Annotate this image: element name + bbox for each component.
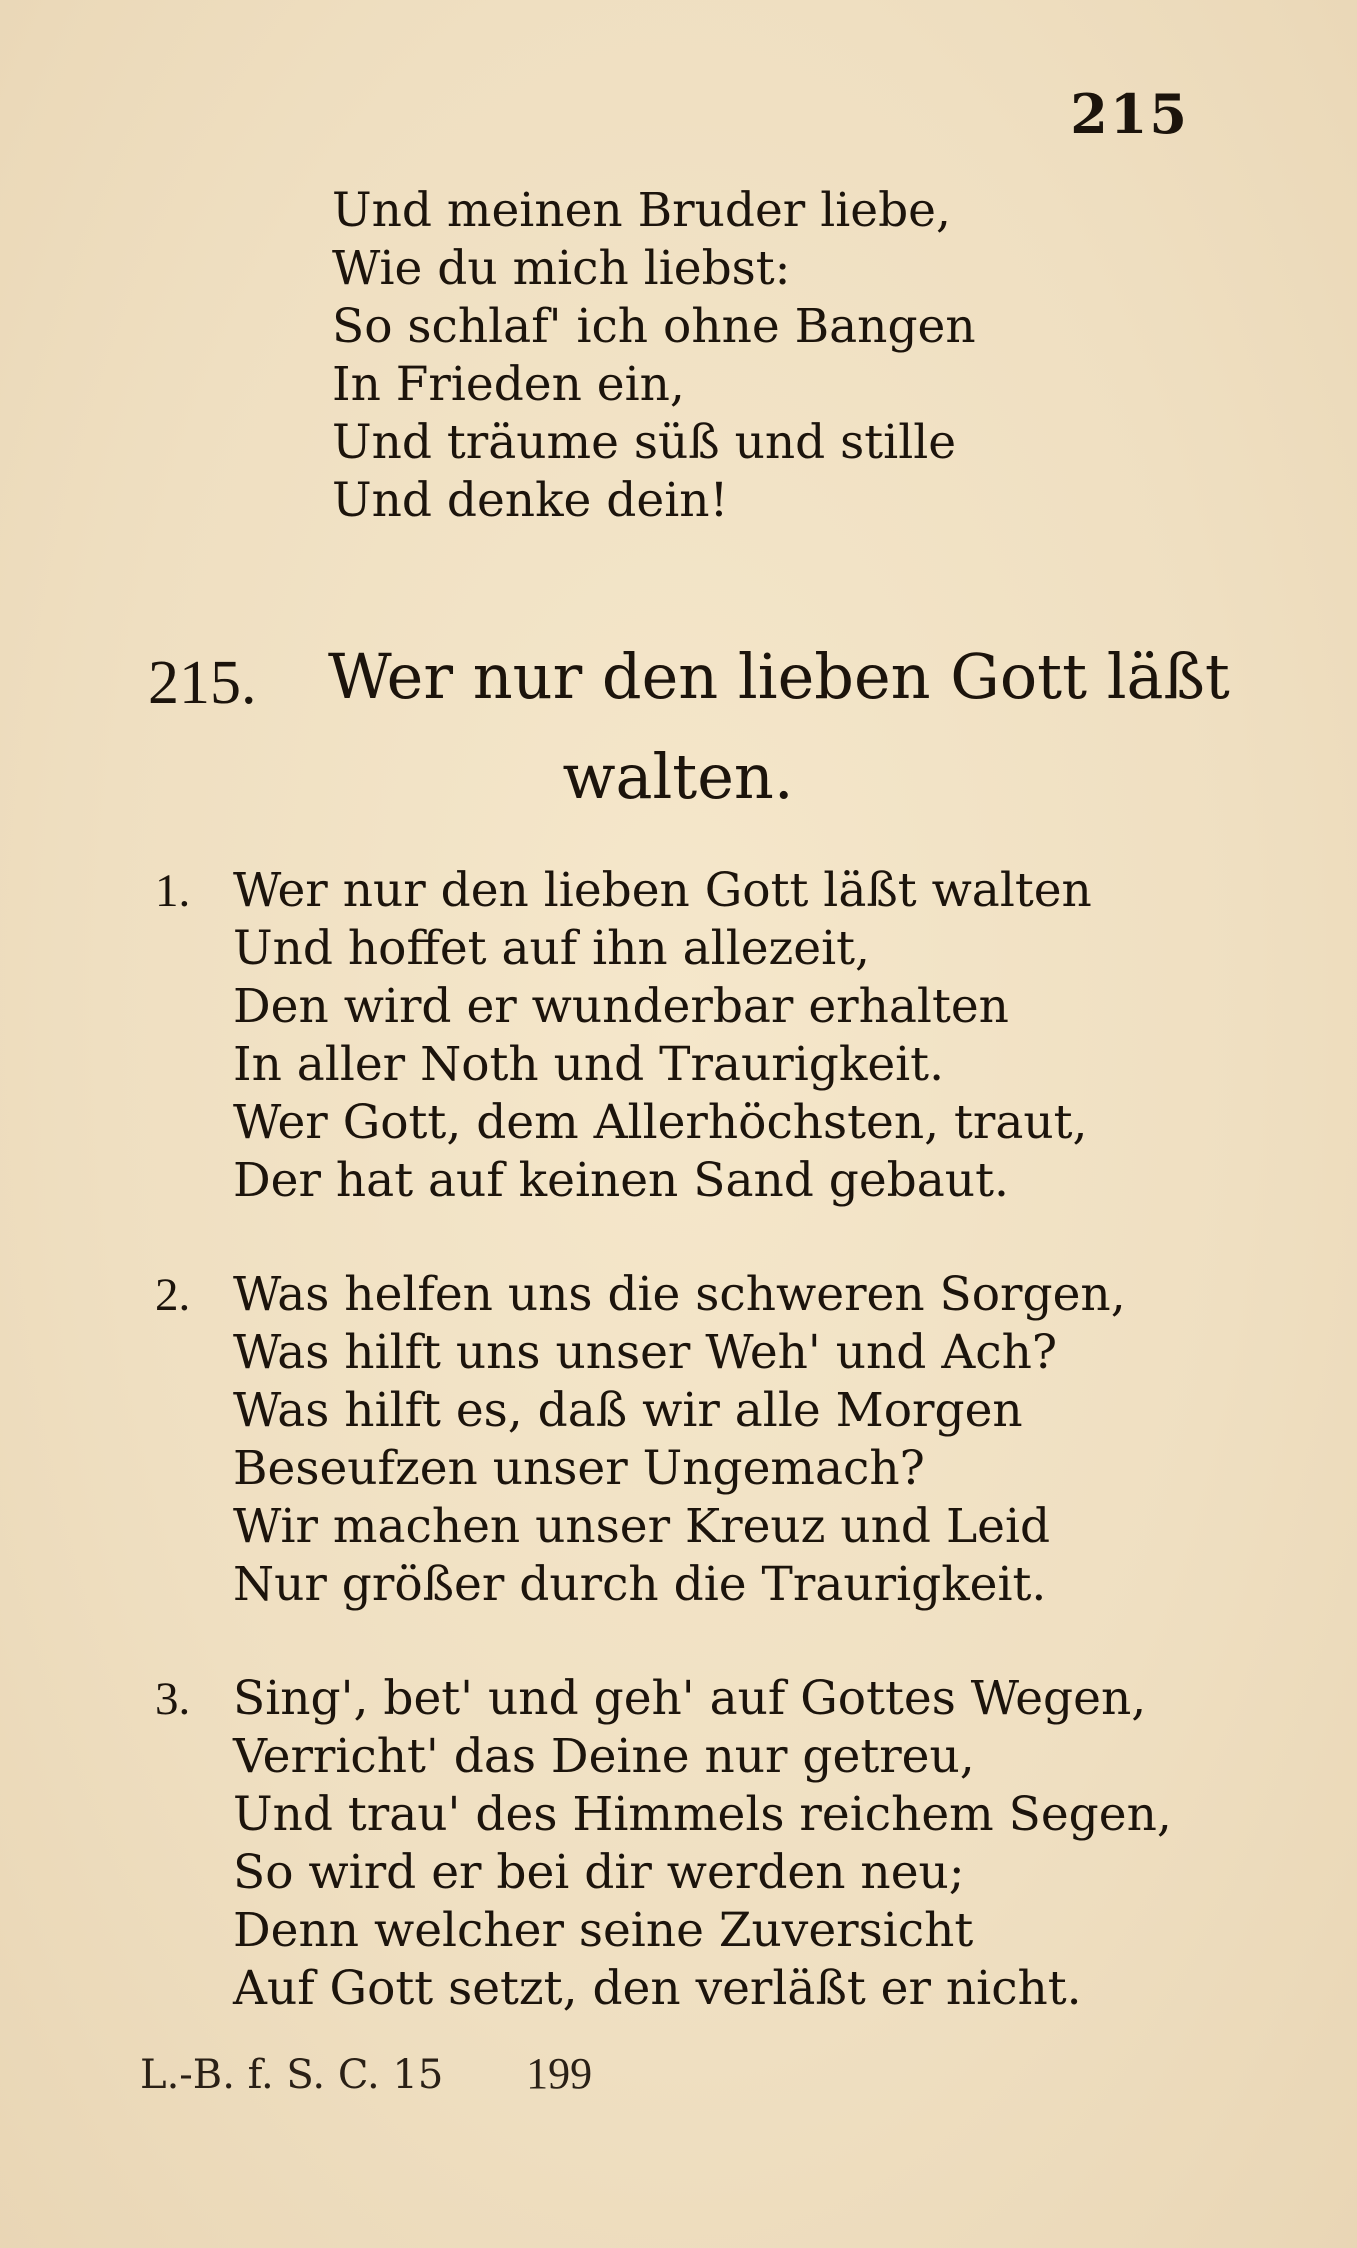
- page-number: 215: [1070, 82, 1189, 146]
- hymn-number: 215.: [148, 649, 257, 717]
- verse-lines: [233, 862, 1092, 1210]
- verse-line: Und trau' des Himmels reichem Segen,: [233, 1787, 1172, 1842]
- previous-hymn-stanza: [332, 182, 976, 530]
- verse-line: Der hat auf keinen Sand gebaut.: [233, 1153, 1009, 1208]
- verse-line: Auf Gott setzt, den verläßt er nicht.: [233, 1961, 1082, 2016]
- verse-line: So wird er bei dir werden neu;: [233, 1845, 965, 1900]
- verse-line: In aller Noth und Traurigkeit.: [233, 1037, 945, 1092]
- verse-line: Nur größer durch die Traurigkeit.: [233, 1557, 1047, 1612]
- verse-line: In Frieden ein,: [332, 357, 685, 412]
- verse-number: 1.: [155, 865, 191, 917]
- verse-lines: [233, 1670, 1172, 2018]
- verse-line: Wer nur den lieben Gott läßt walten: [233, 863, 1092, 918]
- verse-line: Wie du mich liebst:: [332, 241, 791, 296]
- verse-line: So schlaf' ich ohne Bangen: [332, 299, 976, 354]
- verse-line: Und denke dein!: [332, 473, 729, 528]
- verse-line: Und träume süß und stille: [332, 415, 957, 470]
- verse-line: Was hilft es, daß wir alle Morgen: [233, 1383, 1023, 1438]
- verse-line: Verricht' das Deine nur getreu,: [233, 1729, 975, 1784]
- printer-signature: L.-B. f. S. C. 15: [140, 2052, 444, 2098]
- verse-line: Wer Gott, dem Allerhöchsten, traut,: [233, 1095, 1088, 1150]
- verse-line: Den wird er wunderbar erhalten: [233, 979, 1009, 1034]
- verse-line: Wir machen unser Kreuz und Leid: [233, 1499, 1051, 1554]
- page-footer: [140, 2048, 592, 2099]
- verse-number: 2.: [155, 1269, 191, 1321]
- verse-line: Denn welcher seine Zuversicht: [233, 1903, 974, 1958]
- verse-line: Und hoffet auf ihn allezeit,: [233, 921, 870, 976]
- verse-line: Beseufzen unser Ungemach?: [233, 1441, 925, 1496]
- verse-line: Und meinen Bruder liebe,: [332, 183, 951, 238]
- verse-lines: [233, 1266, 1126, 1614]
- verse-number: 3.: [155, 1673, 191, 1725]
- hymn-title-line1: Wer nur den lieben Gott läßt: [328, 640, 1230, 713]
- verse-line: Sing', bet' und geh' auf Gottes Wegen,: [233, 1671, 1147, 1726]
- hymn-title-line2: walten.: [562, 740, 794, 813]
- verse-line: Was helfen uns die schweren Sorgen,: [233, 1267, 1126, 1322]
- verse-line: Was hilft uns unser Weh' und Ach?: [233, 1325, 1058, 1380]
- footer-page-number: 199: [526, 2049, 593, 2098]
